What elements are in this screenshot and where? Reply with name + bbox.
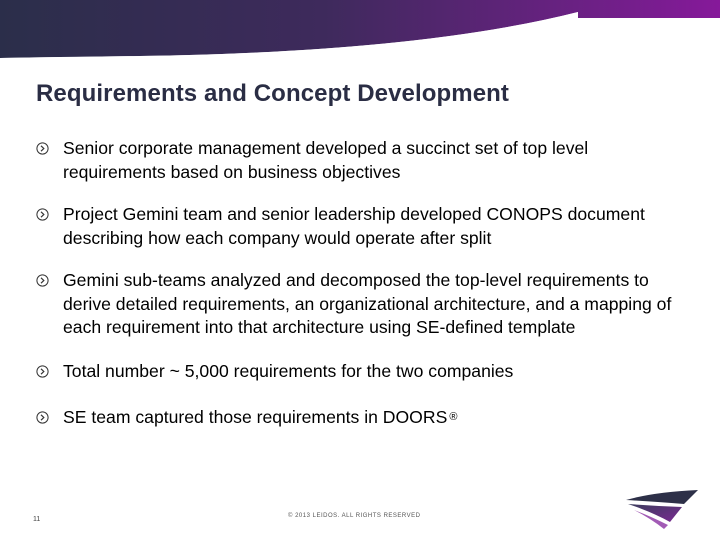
registered-mark: ® xyxy=(449,411,458,423)
bullet-item xyxy=(36,406,676,430)
bullet-text: Senior corporate management developed a succinct set of top level requirements based on business objectives xyxy=(63,138,589,182)
bullet-list xyxy=(36,137,676,430)
slide-title: Requirements and Concept Development xyxy=(36,80,510,107)
arrow-circle-icon xyxy=(36,411,49,424)
bullet-item xyxy=(36,360,676,384)
arrow-circle-icon xyxy=(36,208,49,221)
bullet-item xyxy=(36,269,676,340)
arrow-circle-icon xyxy=(36,274,49,287)
bullet-text: Total number ~ 5,000 requirements for the two companies xyxy=(63,360,514,381)
company-logo-icon xyxy=(624,488,706,530)
bullet-text: SE team captured those requirements in DOORS xyxy=(63,407,448,427)
arrow-circle-icon xyxy=(36,365,49,378)
copyright-notice: © 2013 LEIDOS. ALL RIGHTS RESERVED xyxy=(288,513,421,519)
page-number: 11 xyxy=(33,516,41,523)
arrow-circle-icon xyxy=(36,142,49,155)
header-banner xyxy=(0,0,720,60)
bullet-item xyxy=(36,203,676,250)
bullet-text: Gemini sub-teams analyzed and decomposed the top-level requirements to derive detailed requirements, an organizational architecture, and a mapping of each requirement into that architecture using SE-defined template xyxy=(63,270,672,337)
bullet-text: Project Gemini team and senior leadership developed CONOPS document describing how each company would operate after split xyxy=(63,204,645,248)
bullet-item xyxy=(36,137,676,184)
